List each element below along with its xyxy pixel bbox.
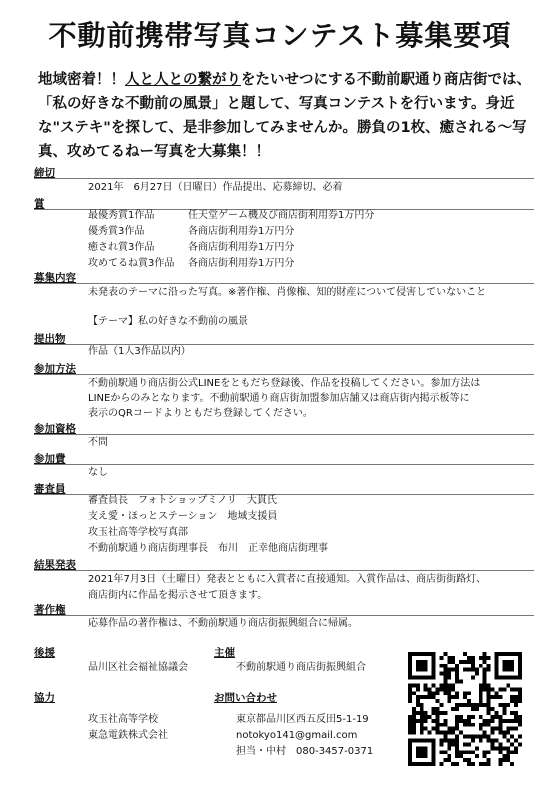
- results-line: 2021年7月3日（土曜日）発表とともに入賞者に直接通知。入賞作品は、商店街街路灯、: [88, 574, 487, 585]
- judge-line: 不動前駅通り商店街理事長 布川 正幸他商店街理事: [88, 543, 328, 554]
- fee-label: 参加費: [34, 453, 66, 465]
- contact-email: notokyo141@gmail.com: [236, 730, 358, 741]
- prize-list: [88, 208, 374, 272]
- judge-line: 攻玉社高等学校写真部: [88, 527, 188, 538]
- submission-label: 提出物: [34, 333, 66, 345]
- deadline-label: 締切: [34, 167, 55, 179]
- deadline-text: 2021年 6月27日（日曜日）作品提出、応募締切、必着: [88, 182, 343, 193]
- copyright-label: 著作権: [34, 604, 66, 616]
- cooperation-line: 東急電鉄株式会社: [88, 730, 168, 741]
- prize-name: 優秀賞3作品: [88, 226, 145, 237]
- contact-address: 東京都品川区西五反田5-1-19: [236, 714, 369, 725]
- results-label: 結果発表: [34, 559, 76, 571]
- intro-part-3: をたいせつにする不動前駅通り商店街では、「私の好きな不動前の風景」と題して、写真コンテストを行います。身近な"ステキ"を探して、是非参加してみませんか。勝負の1枚、癒される～写真、攻めてるねー写真を大募集！！: [38, 72, 531, 160]
- eligibility-label: 参加資格: [34, 423, 76, 435]
- prize-name: 癒され賞3作品: [88, 242, 155, 253]
- divider: [34, 570, 534, 571]
- divider: [34, 283, 534, 284]
- submission-text: 作品（1人3作品以内）: [88, 346, 191, 357]
- divider: [34, 434, 534, 435]
- contact-label: お問い合わせ: [214, 692, 277, 704]
- content-theme: 【テーマ】私の好きな不動前の風景: [88, 316, 248, 327]
- organizer-label: 主催: [214, 647, 235, 659]
- method-line: 不動前駅通り商店街公式LINEをともだち登録後、作品を投稿してください。参加方法は: [88, 378, 481, 389]
- prize-row: [88, 256, 374, 272]
- fee-text: なし: [88, 467, 108, 478]
- intro-emphasis: 人と人との繋がり: [125, 72, 241, 88]
- content-text: 未発表のテーマに沿った写真。※著作権、肖像権、知的財産について侵害していないこと: [88, 287, 487, 298]
- prize-row: [88, 224, 374, 240]
- page-title: 不動前携帯写真コンテスト募集要項: [48, 19, 512, 52]
- eligibility-text: 不問: [88, 437, 108, 448]
- prize-reward: 各商店街利用券1万円分: [188, 242, 295, 253]
- method-line: LINEからのみとなります。不動前駅通り商店街加盟参加店舗又は商店街内掲示板等に: [88, 393, 470, 404]
- prize-reward: 各商店街利用券1万円分: [188, 226, 295, 237]
- qr-code-icon: [408, 652, 522, 766]
- judges-label: 審査員: [34, 483, 66, 495]
- prizes-label: 賞: [34, 198, 45, 210]
- prize-row: [88, 240, 374, 256]
- divider: [34, 374, 534, 375]
- organizer-text: 不動前駅通り商店街振興組合: [236, 662, 366, 673]
- content-label: 募集内容: [34, 272, 76, 284]
- judge-line: 審査員長 フォトショップミノリ 大貫氏: [88, 495, 277, 506]
- cooperation-label: 協力: [34, 692, 55, 704]
- divider: [34, 464, 534, 465]
- method-line: 表示のQRコードよりともだち登録してください。: [88, 408, 313, 419]
- copyright-text: 応募作品の著作権は、不動前駅通り商店街振興組合に帰属。: [88, 618, 358, 629]
- prize-reward: 任天堂ゲーム機及び商店街利用券1万円分: [188, 210, 375, 221]
- prize-name: 攻めてるね賞3作品: [88, 258, 175, 269]
- support-label: 後援: [34, 647, 55, 659]
- contact-person: 担当・中村 080-3457-0371: [236, 746, 374, 757]
- judge-line: 支え愛・ほっとステーション 地域支援員: [88, 511, 278, 522]
- prize-row: [88, 208, 374, 224]
- results-line: 商店街内に作品を掲示させて頂きます。: [88, 590, 268, 601]
- prize-reward: 各商店街利用券1万円分: [188, 258, 295, 269]
- divider: [34, 178, 534, 179]
- support-text: 品川区社会福祉協議会: [88, 662, 188, 673]
- intro-part-1: 地域密着！！: [38, 72, 125, 88]
- cooperation-line: 攻玉社高等学校: [88, 714, 158, 725]
- prize-name: 最優秀賞1作品: [88, 210, 155, 221]
- intro-paragraph: [38, 68, 538, 164]
- method-label: 参加方法: [34, 363, 76, 375]
